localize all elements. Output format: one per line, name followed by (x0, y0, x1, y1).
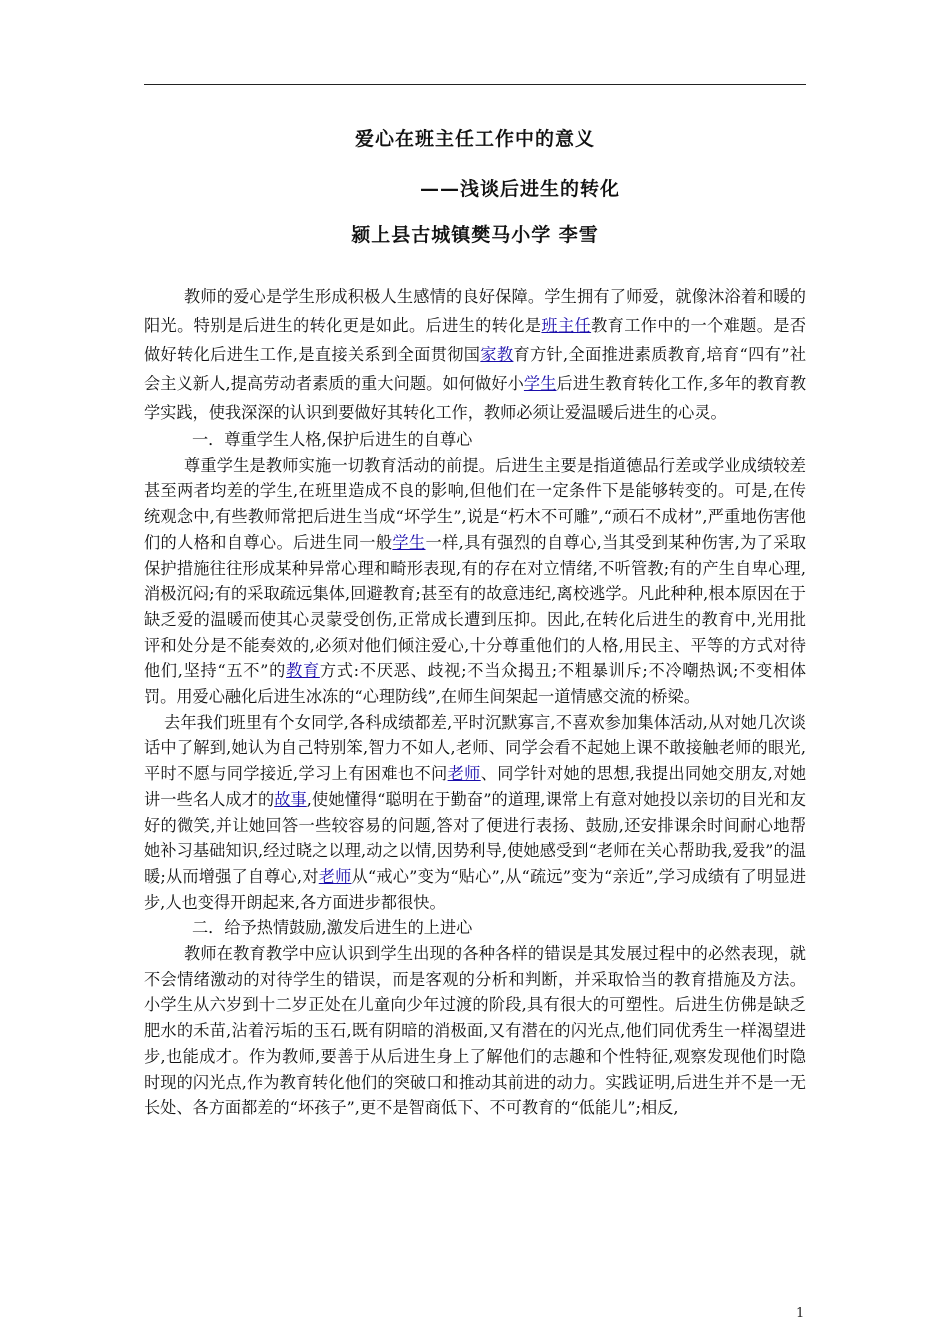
section-heading-2 (144, 915, 806, 941)
paragraph-text: ,使她懂得“聪明在于勤奋”的道理,课常上有意对她投以亲切的目光和友好的微笑,并让她回答一些较容易的问题,答对了便进行表扬、鼓励,还安排课余时间耐心地帮她补习基础知识,经过晓之以理,动之以情,因势利导,使她感受到“老师在关心帮助我,爱我”的温暖;从而增强了自尊心,对 (144, 789, 807, 886)
paragraph-text: 一样,具有强烈的自尊心,当其受到某种伤害,为了采取保护措施往往形成某种异常心理和畸形表现,有的存在对立情绪,不听管教;有的产生自卑心理,消极沉闷;有的采取疏远集体,回避教育;甚至有的故意违纪,离校逃学。凡此种种,根本原因在于缺乏爱的温暖而使其心灵蒙受创伤,正常成长遭到压抑。因此,在转化后进生的教育中,光用批评和处分是不能奏效的,必须对他们倾注爱心,十分尊重他们的人格,用民主、平等的方式对待他们,坚持“五不”的 (144, 532, 807, 681)
inline-link[interactable]: 班主任 (541, 316, 592, 335)
paragraph-text: 二．给予热情鼓励,激发后进生的上进心 (192, 918, 473, 938)
paragraph-text: 尊重学生是教师实施一切教育活动的前提。后进生主要是指道德品行差或学业成绩较差甚至两者均差的学生,在班里造成不良的影响,但他们在一定条件下是能够转变的。可是,在传统观念中,有些教师常把后进生当成“坏学生”,说是“朽木不可雕”,“顽石不成材”,严重地伤害他们的人格和自尊心。后进生同一般 (144, 455, 806, 552)
paragraph-text: 、同学针对她的思想,我提出同她交朋友,对她讲一些名人成才的 (144, 764, 807, 809)
paragraph-text: 育方针,全面推进素质教育,培育“四有”社会主义新人,提高劳动者素质的重大问题。如何做好小 (144, 345, 807, 393)
paragraph-example (144, 710, 806, 916)
inline-link[interactable]: 家教 (480, 345, 514, 364)
paragraph-text: 教师在教育教学中应认识到学生出现的各种各样的错误是其发展过程中的必然表现，就不会情绪激动的对待学生的错误，而是客观的分析和判断，并采取恰当的教育措施及方法。小学生从六岁到十二岁正处在儿童向少年过渡的阶段,具有很大的可塑性。后进生仿佛是缺乏肥水的禾苗,沾着污垢的玉石,既有阴暗的消极面,又有潜在的闪光点,他们同优秀生一样渴望进步,也能成才。作为教师,要善于从后进生身上了解他们的志趣和个性特征,观察发现他们时隐时现的闪光点,作为教育转化他们的突破口和推动其前进的动力。实践证明,后进生并不是一无长处、各方面都差的“坏孩子”,更不是智商低下、不可教育的“低能儿”;相反, (144, 944, 806, 1118)
document-subtitle: ——浅谈后进生的转化 (420, 178, 621, 200)
paragraph-text: 一．尊重学生人格,保护后进生的自尊心 (192, 430, 473, 449)
inline-link[interactable]: 老师 (447, 764, 481, 784)
paragraph-intro (144, 282, 806, 427)
document-title: 爱心在班主任工作中的意义 (354, 128, 595, 150)
author-line: 颍上县古城镇樊马小学 李雪 (351, 224, 599, 246)
inline-link[interactable]: 学生 (523, 374, 557, 393)
paragraph-text: 从“戒心”变为“贴心”,从“疏远”变为“亲近”,学习成绩有了明显进步,人也变得开朗起来,各方面进步都很快。 (144, 866, 807, 912)
paragraph-text: 教育工作中的一个难题。是否做好转化后进生工作,是直接关系到全面贯彻国 (144, 316, 807, 364)
header-rule (144, 84, 806, 85)
paragraph-encourage (144, 941, 806, 1121)
paragraph-text: 去年我们班里有个女同学,各科成绩都差,平时沉默寡言,不喜欢参加集体活动,从对她几次谈话中了解到,她认为自己特别笨,智力不如人,老师、同学会看不起她上课不敢接触老师的眼光,平时不愿与同学接近,学习上有困难也不问 (144, 712, 806, 784)
inline-link[interactable]: 故事 (274, 789, 307, 809)
page-number: 1 (796, 1306, 805, 1321)
paragraph-text: 后进生教育转化工作,多年的教育教学实践，使我深深的认识到要做好其转化工作，教师必须让爱温暖后进生的心灵。 (144, 374, 807, 422)
paragraph-respect (144, 453, 806, 710)
document-body (144, 282, 806, 1121)
inline-link[interactable]: 老师 (318, 866, 352, 886)
inline-link[interactable]: 教育 (286, 661, 320, 681)
paragraph-text: 教师的爱心是学生形成积极人生感情的良好保障。学生拥有了师爱，就像沐浴着和暖的阳光。特别是后进生的转化更是如此。后进生的转化是 (144, 287, 806, 335)
paragraph-text: 方式:不厌恶、歧视;不当众揭丑;不粗暴训斥;不冷嘲热讽;不变相体罚。用爱心融化后进生冰冻的“心理防线”,在师生间架起一道情感交流的桥梁。 (144, 661, 807, 707)
inline-link[interactable]: 学生 (392, 532, 426, 552)
section-heading-1 (144, 427, 806, 453)
